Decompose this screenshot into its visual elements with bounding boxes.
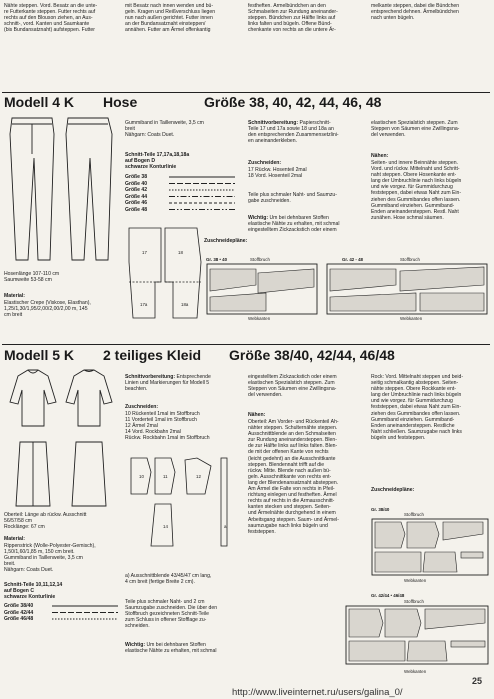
model4-material: Elastischer Crepe (Viskose, Elasthan), 1,25/1,30/1,95/2,00/2,00/2,00 m, 145 cm breit xyxy=(4,300,91,319)
size-label: Größe 42/44 xyxy=(4,609,34,616)
piece-12: 12 xyxy=(196,474,201,479)
page-number: 25 xyxy=(472,676,483,686)
model4-layout-right-selvage: Webkanten xyxy=(400,316,423,321)
piece-11: 11 xyxy=(163,474,168,479)
piece-18: 18 xyxy=(178,250,183,255)
model5-important-head: Wichtig: xyxy=(125,642,146,648)
model4-naehen: Seiten- und innere Beinnähte steppen. Vord. und rückw. Mittelnaht und Schritt- naht steppen. Obere Hosenkante ent- lang der Umbruchlinie nach links bügeln und wie vorgez. für Gummidurchzug feststeppen, dabei etwas Naht zum Ein- ziehen des Gummibandes offen lassen. Gummiband einziehen. Gummiband- Enden aneinandersteppen. Restl. Naht zunähen. Hose schmal säumen. xyxy=(371,160,462,221)
model4-sizes: Größe 38, 40, 42, 44, 46, 48 xyxy=(204,94,382,110)
model4-important-head: Wichtig: xyxy=(248,215,269,221)
piece-17a: 17a xyxy=(140,302,148,307)
model4-elastic-notes: Gummiband in Taillenweite, 3,5 cm breit Nähgarn: Coats Duet. xyxy=(125,120,204,139)
model5-stitch-note: eingestelltem Zickzackstich oder einem elastischen Spezialstich steppen. Zum Steppen von Säumen eine Zwillingsna- del verwenden. xyxy=(248,374,337,399)
piece-14: 14 xyxy=(163,524,168,529)
model5-material-title: Material: xyxy=(4,536,25,542)
model4-layout-right-title: Gr. 42 - 48 xyxy=(342,257,363,262)
model5-zuschneiden: 10 Rückenteil 1mal im Stoffbruch 11 Vorderteil 1mal im Stoffbruch 12 Ärmel 2mal 14 Vord. Rockbahn 2mal Rückw. Rockbahn 1mal im Stoffbruch xyxy=(125,411,210,442)
model4-preparation-head: Schnittvorbereitung: xyxy=(248,120,299,126)
model5-layout-top-fold: Stoffbruch xyxy=(404,512,424,517)
model5-sizes: Größe 38/40, 42/44, 46/48 xyxy=(229,347,395,363)
model4-material-title: Material: xyxy=(4,293,25,299)
model4-naehen-head: Nähen: xyxy=(371,153,389,159)
model5-name: Modell 5 K xyxy=(4,347,75,363)
model4-important xyxy=(248,215,366,235)
piece-18a: 18a xyxy=(181,302,189,307)
model4-measures: Hosenlänge 107-110 cm Saumweite 53-58 cm xyxy=(4,271,60,284)
model5-zuschneide-label: Zuschneidepläne: xyxy=(371,487,415,493)
top-text-col2: mit Besatz nach innen wenden und bü- geln. Kragen und Reißverschluss liegen nun nach außen gerichtet. Futter innen an der Bundansatznaht einsteppen/ annähen. Futter am Ärmel offenkantig xyxy=(125,3,216,34)
top-text-col3: festheften. Ärmelbündchen an den Schmalseiten zur Rundung aneinander- steppen. Bündchen zur Hälfte links auf links falten und bügeln. Offene Bünd- chenkante von rechts an die untere Är- xyxy=(248,3,338,34)
model5-zuschneiden-head: Zuschneiden: xyxy=(125,404,159,410)
watermark-url: http://www.liveinternet.ru/users/galina_0/ xyxy=(232,687,403,698)
section-rule xyxy=(2,344,490,345)
model4-stitch-note: elastischen Spezialstich steppen. Zum Steppen von Säumen eine Zwillingsna- del verwenden. xyxy=(371,120,460,139)
model5-layout-bottom-title: Gr. 42/44 • 46/48 xyxy=(371,593,405,598)
model4-cutting-layout-right xyxy=(326,263,488,321)
model5-cut-note: Teile plus schmaler Naht- und 2 cm Saumzugabe zuschneiden. Die über den Stoffbruch gezeichneten Schnitt-Teile zum Schluss in offener Stofflage zu- schneiden. xyxy=(125,599,218,630)
size-line-samples xyxy=(50,603,120,623)
model4-zuschneiden: 17 Rückw. Hosenteil 2mal 18 Vord. Hosenteil 2mal xyxy=(248,167,307,180)
dress-illustration xyxy=(4,366,122,510)
size-label: Größe 42 xyxy=(125,187,148,193)
model5-cutting-layout-top xyxy=(371,518,489,580)
model4-layout-left-fold: Stoffbruch xyxy=(250,257,270,262)
piece-17: 17 xyxy=(142,250,147,255)
model5-preparation-text: Entsprechende Linien und Markierungen für Modell 5 beachten. xyxy=(125,374,211,393)
size-label: Größe 40 xyxy=(125,180,148,187)
model5-layout-top-selvage: Webkanten xyxy=(404,578,427,583)
model5-material: Rippenstrick (Wolle-Polyester-Gemisch), 1,50/1,60/1,85 m, 150 cm breit. Gummiband in Taillenweite, 3,5 cm breit. Nähgarn: Coats Duet. xyxy=(4,543,96,574)
model5-naehen: Oberteil: Am Vorder- und Rückenteil Äh- nähter steppen. Schulternähte steppen. Ausschnittblende an den Schmalseiten zur Rundung aneinandersteppen. Blen- de zur Hälfte links auf links falten. Blen- de mit der offenen Kante von rechts (leicht gedehnt) an die Ausschnittkante steppen. Blendennaht trifft auf die rückw. Mitte. Blende nach außen bü- geln. Ausschnittkante von rechts ent- lang der Blendenansatznaht absteppen. Am Ärmel die Falte von rechts in Pfeil- richtung einlegen und festheften. Ärmel rechts auf rechts in die Armausschnitt- kanten stecken und steppen. Seiten- und Ärmelnähte durchgehend in einem Arbeitsgang steppen. Saum- und Ärmel- saumzugabe nach links bügeln und feststeppen. xyxy=(248,419,339,535)
model4-name: Modell 4 K xyxy=(4,94,75,110)
model4-pattern-pieces: Schnitt-Teile 17,17a,18,18a auf Bogen D schwarze Konturlinie xyxy=(125,152,190,171)
model4-layout-left-title: Gr. 38 • 40 xyxy=(206,257,228,262)
size-label: Größe 48 xyxy=(125,206,148,213)
model4-size-legend xyxy=(125,174,243,214)
top-text-col1: Nähte steppen. Vord. Besatz an die unte- re Futterkante steppen. Futter rechts auf rechts auf den Blouson ziehen, an Aus- schnitt-, vord. Kanten und Saumkante (bis Bundansatznaht) aufsteppen. Futter xyxy=(4,3,98,34)
size-label: Größe 38/40 xyxy=(4,603,34,609)
model5-preparation-head: Schnittvorbereitung: xyxy=(125,374,176,380)
size-line-samples xyxy=(167,174,237,214)
trousers-illustration xyxy=(4,114,122,264)
model5-measures: Oberteil: Länge ab rückw. Ausschnitt 56/57/58 cm Rocklänge: 67 cm xyxy=(4,512,87,531)
size-label: Größe 46 xyxy=(125,200,148,206)
size-label: Größe 44 xyxy=(125,193,148,200)
size-label: Größe 38 xyxy=(125,174,148,180)
model4-layout-left-selvage: Webkanten xyxy=(248,316,271,321)
model4-garment: Hose xyxy=(103,94,138,110)
model5-pattern-pieces-sketch xyxy=(125,454,241,550)
model5-garment: 2 teiliges Kleid xyxy=(103,347,202,363)
model5-pattern-pieces: Schnitt-Teile 10,11,12,14 auf Bogen C schwarze Konturlinie xyxy=(4,582,63,601)
model4-zuschneiden-head: Zuschneiden: xyxy=(248,160,282,166)
model5-neck-band: a) Ausschnittblende 43/45/47 cm lang, 4 cm breit (fertige Breite 2 cm). xyxy=(125,573,212,586)
model5-layout-bottom-selvage: Webkanten xyxy=(404,669,427,674)
top-text-col4: melkante steppen, dabei die Bündchen entsprechend dehnen. Ärmelbündchen nach unten bügeln. xyxy=(371,3,460,22)
model4-preparation xyxy=(248,120,366,146)
model5-skirt-instructions: Rock: Vord. Mittelnaht steppen und beid- seitig schmalkantig absteppen. Seiten- nähte steppen. Obere Rockkante ent- lang der Umbruchlinie nach links bügeln und wie vorgez. für Gummidurchzug feststeppen, dabei etwas Naht zum Ein- ziehen des Gummibandes offen lassen. Gummiband einziehen. Gummiband- Enden aneinandersteppen. Restliche Naht schließen. Saumzugabe nach links bügeln und feststeppen. xyxy=(371,374,464,441)
model5-size-legend xyxy=(4,603,122,625)
model5-layout-top-title: Gr. 38/40 xyxy=(371,507,390,512)
size-label: Größe 46/48 xyxy=(4,616,34,622)
model5-important-text: Um bei dehnbaren Stoffen elastische Nähte zu erhalten, mit schmal xyxy=(125,642,217,655)
model4-layout-right-fold: Stoffbruch xyxy=(400,257,420,262)
model4-important-text: Um bei dehnbaren Stoffen elastische Nähte zu erhalten, mit schmal eingestelltem Zickzackstich oder einem xyxy=(248,215,340,234)
model4-pattern-pieces-sketch xyxy=(125,222,205,322)
piece-10: 10 xyxy=(139,474,144,479)
section-rule xyxy=(2,92,490,93)
model4-zuschneide-label: Zuschneidepläne: xyxy=(204,238,248,244)
piece-a: a xyxy=(224,524,227,529)
model4-preparation-text: Papierschnitt- Teile 17 und 17a sowie 18 und 18a an den entsprechenden Zusammensetzlini- en aneinanderkleben. xyxy=(248,120,339,145)
model5-naehen-head: Nähen: xyxy=(248,412,266,418)
model5-layout-bottom-fold: Stoffbruch xyxy=(404,599,424,604)
model5-preparation xyxy=(125,374,243,394)
model5-cutting-layout-bottom xyxy=(345,605,489,669)
model4-cut-note: Teile plus schmaler Naht- und Saumzu- gabe zuschneiden. xyxy=(248,192,337,205)
model5-important xyxy=(125,642,243,656)
model4-cutting-layout-left xyxy=(206,263,318,321)
